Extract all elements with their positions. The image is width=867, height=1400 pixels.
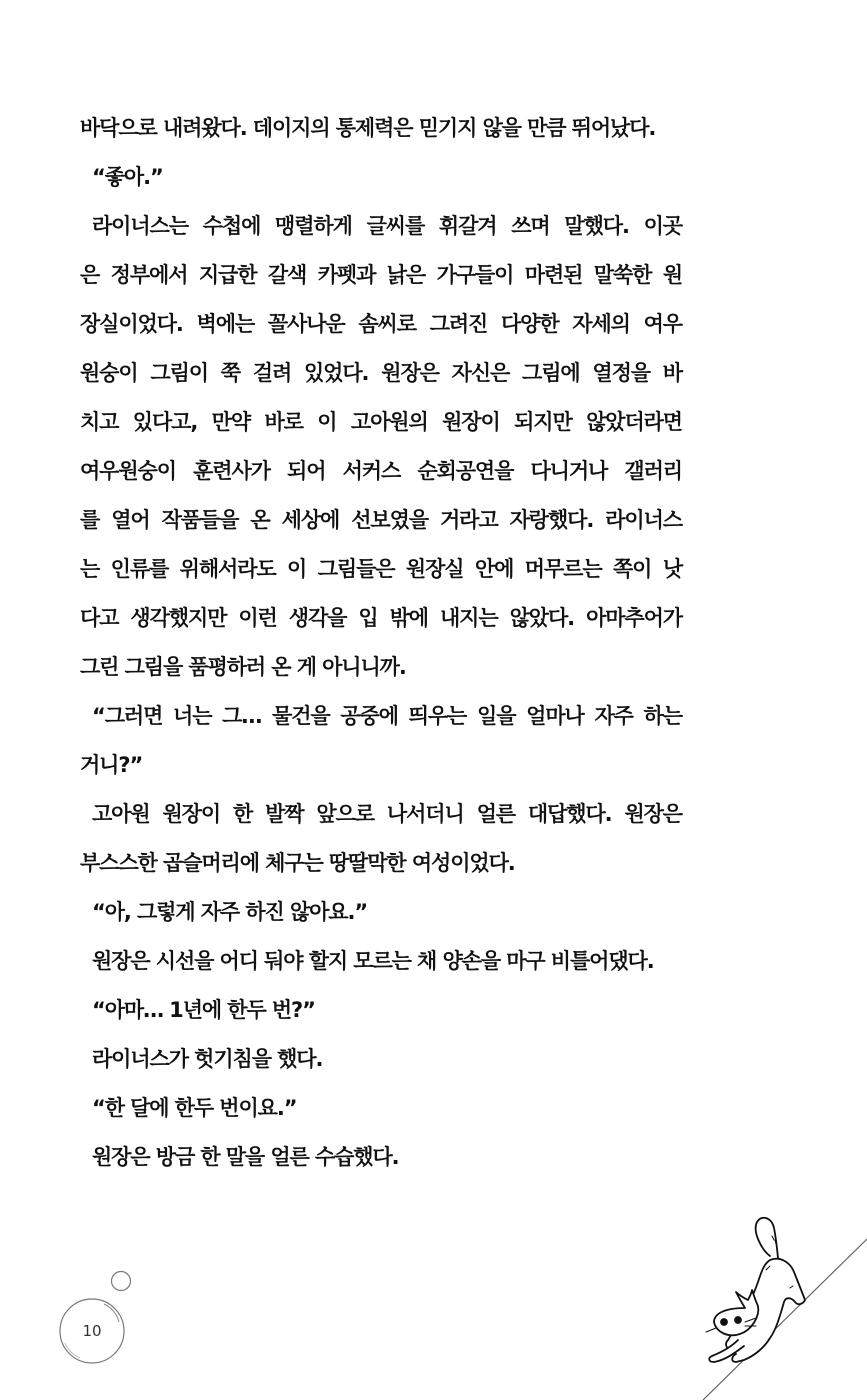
- text-line: “아, 그렇게 자주 하진 않아요.”: [92, 900, 368, 924]
- page-number-badge: [57, 1296, 127, 1366]
- text-line: 고아원 원장이 한 발짝 앞으로 나서더니 얼른 대답했다. 원장은: [92, 802, 682, 826]
- text-line: 원장은 시선을 어디 둬야 할지 모르는 채 양손을 마구 비틀어댔다.: [92, 949, 654, 973]
- text-line: 여우원숭이 훈련사가 되어 서커스 순회공연을 다니거나 갤러리: [80, 459, 682, 483]
- page-number: 10: [82, 1322, 102, 1340]
- text-line: “아마… 1년에 한두 번?”: [92, 998, 315, 1022]
- text-line: 바닥으로 내려왔다. 데이지의 통제력은 믿기지 않을 만큼 뛰어났다.: [80, 116, 656, 140]
- text-line: 거니?”: [80, 753, 143, 777]
- text-line: 다고 생각했지만 이런 생각을 입 밖에 내지는 않았다. 아마추어가: [80, 606, 682, 630]
- text-line: 라이너스가 헛기침을 했다.: [92, 1047, 323, 1071]
- text-line: 는 인류를 위해서라도 이 그림들은 원장실 안에 머무르는 쪽이 낫: [80, 557, 682, 581]
- text-line: “그러면 너는 그… 물건을 공중에 띄우는 일을 얼마나 자주 하는: [92, 704, 682, 728]
- text-line: 그린 그림을 품평하러 온 게 아니니까.: [80, 655, 406, 679]
- text-line: 원숭이 그림이 쭉 걸려 있었다. 원장은 자신은 그림에 열정을 바: [80, 361, 682, 385]
- text-line: “좋아.”: [92, 165, 163, 189]
- text-line: “한 달에 한두 번이요.”: [92, 1096, 297, 1120]
- text-line: 장실이었다. 벽에는 꼴사나운 솜씨로 그려진 다양한 자세의 여우: [80, 312, 682, 336]
- text-line: 라이너스는 수첩에 맹렬하게 글씨를 휘갈겨 쓰며 말했다. 이곳: [92, 214, 682, 238]
- text-line: 치고 있다고, 만약 바로 이 고아원의 원장이 되지만 않았더라면: [80, 410, 682, 434]
- text-line: 원장은 방금 한 말을 얼른 수습했다.: [92, 1145, 399, 1169]
- bubble-icon: [112, 1272, 131, 1291]
- text-line: 를 열어 작품들을 온 세상에 선보였을 거라고 자랑했다. 라이너스: [80, 508, 682, 532]
- cat-illustration-icon: [706, 1218, 805, 1362]
- text-line: 은 정부에서 지급한 갈색 카펫과 낡은 가구들이 마련된 말쑥한 원: [80, 263, 682, 287]
- text-line: 부스스한 곱슬머리에 체구는 땅딸막한 여성이었다.: [80, 851, 515, 875]
